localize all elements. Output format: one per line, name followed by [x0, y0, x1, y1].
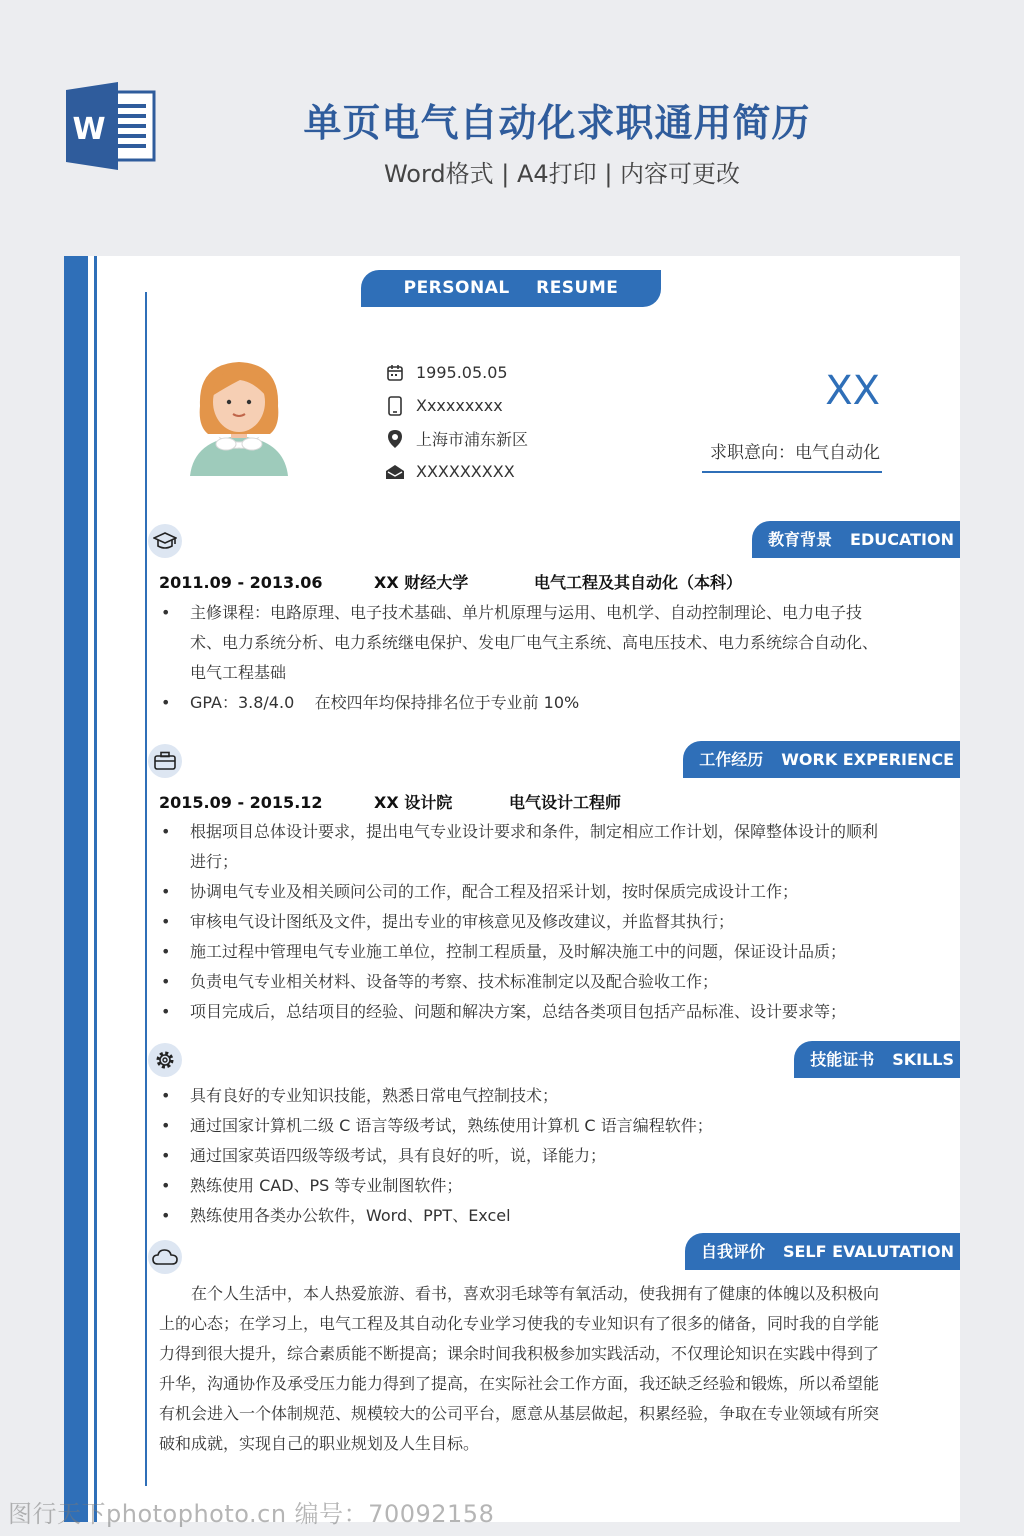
work-period: 2015.09 - 2015.12: [159, 793, 323, 812]
list-item: • 主修课程：电路原理、电子技术基础、单片机原理与运用、电机学、自动控制理论、电力电子技术、电力系统分析、电力系统继电保护、发电厂电气主系统、高电压技术、电力系统综合自动化、电气工程基础: [159, 598, 889, 688]
job-intent: 求职意向：电气自动化: [710, 443, 880, 463]
work-title-en: WORK EXPERIENCE: [781, 750, 954, 769]
birth-date: 1995.05.05: [416, 363, 508, 382]
location-pin-icon: [384, 428, 406, 450]
calendar-icon: [384, 362, 406, 384]
list-item: • 熟练使用 CAD、PS 等专业制图软件；: [159, 1171, 889, 1201]
resume-paper: [64, 256, 960, 1522]
contact-list: [384, 356, 528, 488]
list-item: • GPA：3.8/4.0 在校四年均保持排名位于专业前 10%: [159, 688, 889, 718]
work-company: XX 设计院: [374, 793, 453, 812]
list-item: • 根据项目总体设计要求，提出电气专业设计要求和条件，制定相应工作计划，保障整体设计的顺利进行；: [159, 817, 889, 877]
education-entry-head: [159, 570, 742, 593]
candidate-name: XX: [825, 368, 880, 414]
skills-list: [159, 1081, 889, 1231]
list-item: • 熟练使用各类办公软件，Word、PPT、Excel: [159, 1201, 889, 1231]
skills-title-cn: 技能证书: [810, 1050, 875, 1069]
gear-icon: [148, 1043, 182, 1077]
skills-title-en: SKILLS: [892, 1050, 954, 1069]
education-title-en: EDUCATION: [850, 530, 954, 549]
work-list: [159, 817, 889, 1027]
list-item: • 协调电气专业及相关顾问公司的工作，配合工程及招采计划，按时保质完成设计工作；: [159, 877, 889, 907]
education-list: [159, 598, 889, 718]
contact-address: [384, 422, 528, 455]
page-title: 单页电气自动化求职通用简历: [303, 101, 811, 145]
list-item: • 通过国家英语四级等级考试，具有良好的听，说，译能力；: [159, 1141, 889, 1171]
self-evaluation-text: 在个人生活中，本人热爱旅游、看书，喜欢羽毛球等有氧活动，使我拥有了健康的体魄以及积极向上的心态；在学习上，电气工程及其自动化专业学习使我的专业知识有了很多的储备，同时我的自学能力得到很大提升，综合素质能不断提高；课余时间我积极参加实践活动，不仅理论知识在实践中得到了升华，沟通协作及承受压力能力得到了提高，在实际社会工作方面，我还缺乏经验和锻炼，所以希望能有机会进入一个体制规范、规模较大的公司平台，愿意从基层做起，积累经验，争取在专业领域有所突破和成就，实现自己的职业规划及人生目标。: [159, 1284, 880, 1453]
list-item: • 施工过程中管理电气专业施工单位，控制工程质量，及时解决施工中的问题，保证设计品质；: [159, 937, 889, 967]
section-header-self-evaluation: [685, 1233, 960, 1270]
page-subtitle: Word格式 | A4打印 | 内容可更改: [383, 160, 741, 188]
watermark: 图行天下photophoto.cn 编号：70092158: [8, 1500, 495, 1528]
svg-text:W: W: [72, 112, 106, 147]
list-item: • 具有良好的专业知识技能，熟悉日常电气控制技术；: [159, 1081, 889, 1111]
education-major: 电气工程及其自动化（本科）: [534, 573, 743, 592]
list-item: • 审核电气设计图纸及文件，提出专业的审核意见及修改建议，并监督其执行；: [159, 907, 889, 937]
section-header-work: [683, 741, 960, 778]
self-eval-title-cn: 自我评价: [700, 1242, 765, 1261]
list-item: • 负责电气专业相关材料、设备等的考察、技术标准制定以及配合验收工作；: [159, 967, 889, 997]
email: XXXXXXXXX: [416, 462, 515, 481]
section-header-education: [752, 521, 960, 558]
graduation-cap-icon: [148, 524, 182, 558]
contact-birth: [384, 356, 528, 389]
education-school: XX 财经大学: [374, 573, 469, 592]
phone-icon: [384, 395, 406, 417]
section-header-skills: [794, 1041, 960, 1078]
cloud-icon: [148, 1240, 182, 1274]
education-period: 2011.09 - 2013.06: [159, 573, 323, 592]
education-title-cn: 教育背景: [768, 530, 833, 549]
left-accent-bar: [64, 256, 88, 1522]
list-item: • 通过国家计算机二级 C 语言等级考试，熟练使用计算机 C 语言编程软件；: [159, 1111, 889, 1141]
timeline-line: [145, 292, 147, 1486]
work-title-cn: 工作经历: [699, 750, 764, 769]
briefcase-icon: [148, 744, 182, 778]
left-accent-line: [94, 256, 97, 1522]
list-item: • 项目完成后，总结项目的经验、问题和解决方案，总结各类项目包括产品标准、设计要求等；: [159, 997, 889, 1027]
self-eval-title-en: SELF EVALUTATION: [782, 1242, 954, 1261]
work-position: 电气设计工程师: [509, 793, 622, 812]
intent-underline: [702, 471, 882, 473]
mail-icon: [384, 461, 406, 483]
work-entry-head: [159, 790, 621, 813]
avatar: [184, 356, 294, 476]
phone-number: Xxxxxxxxx: [416, 396, 503, 415]
resume-tab: PERSONAL RESUME: [361, 270, 661, 307]
contact-email: [384, 455, 528, 488]
contact-phone: [384, 389, 528, 422]
address: 上海市浦东新区: [416, 430, 529, 449]
